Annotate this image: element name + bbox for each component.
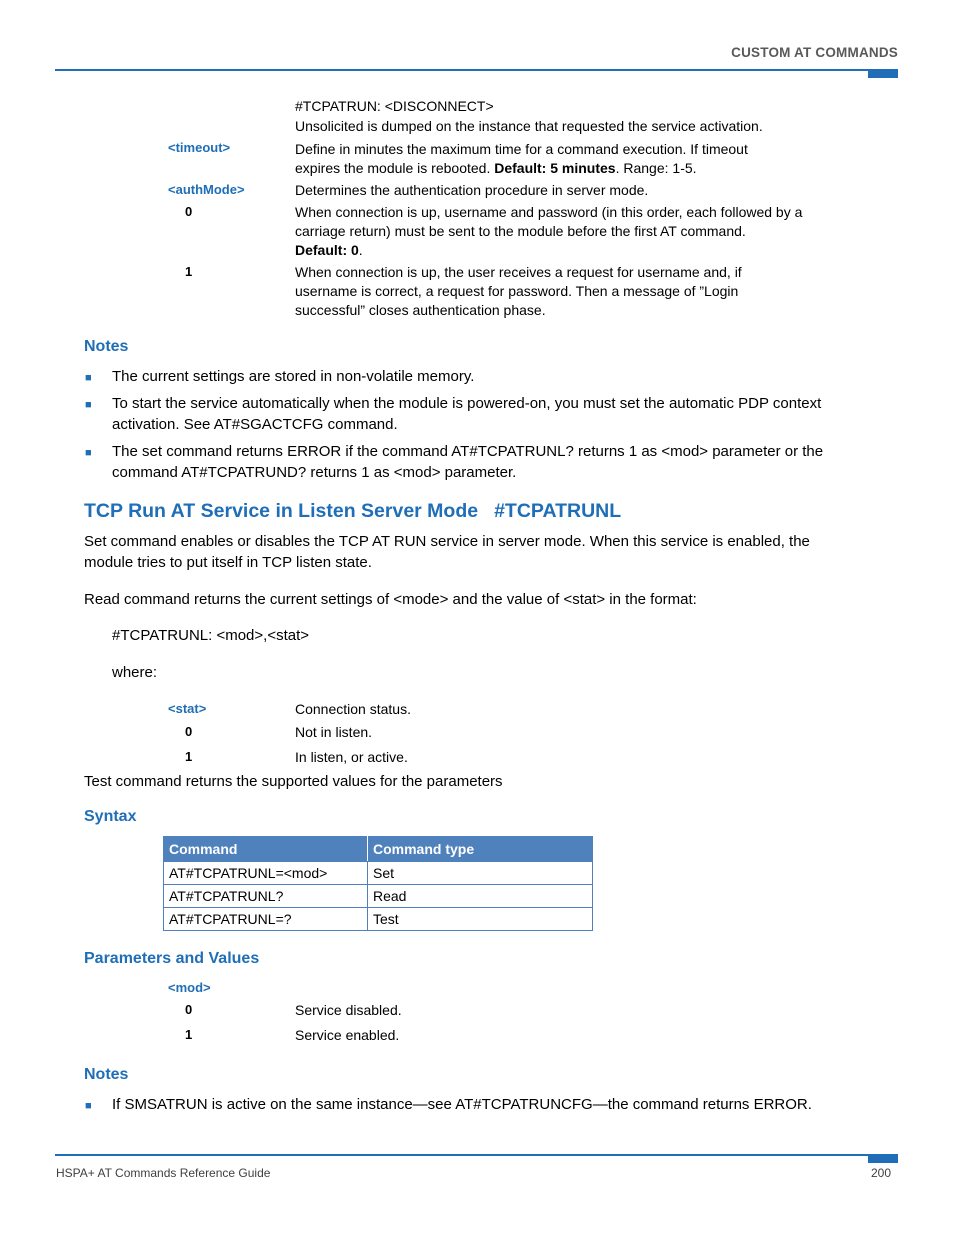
notes-heading-2: Notes bbox=[84, 1066, 129, 1083]
footer-rule bbox=[55, 1154, 898, 1156]
stat-value-0: 0 bbox=[185, 724, 193, 739]
note-3-line-1: The set command returns ERROR if the command AT#TCPATRUNL? returns 1 as <mod> parameter or the bbox=[112, 443, 824, 460]
stat-value-1: 1 bbox=[185, 749, 193, 764]
square-bullet-icon: ■ bbox=[85, 372, 92, 384]
cell-type: Set bbox=[368, 862, 593, 885]
table-row bbox=[164, 885, 593, 908]
mod-param-name: <mod> bbox=[168, 980, 211, 995]
stat-desc: Connection status. bbox=[295, 701, 411, 717]
col-header-command: Command bbox=[164, 837, 368, 862]
timeout-desc-1: Define in minutes the maximum time for a command execution. If timeout bbox=[295, 141, 748, 157]
disconnect-desc: Unsolicited is dumped on the instance that requested the service activation. bbox=[295, 118, 763, 134]
page-number: 200 bbox=[870, 1166, 891, 1180]
mod-value-1: 1 bbox=[185, 1027, 193, 1042]
mod-v1-desc: Service enabled. bbox=[295, 1027, 400, 1043]
cell-command: AT#TCPATRUNL=<mod> bbox=[164, 862, 368, 885]
authmode-v0-default: Default: 0. bbox=[295, 242, 363, 258]
table-row bbox=[164, 862, 593, 885]
authmode-v1-desc-1: When connection is up, the user receives a request for username and, if bbox=[295, 264, 742, 280]
cell-command: AT#TCPATRUNL? bbox=[164, 885, 368, 908]
authmode-value-1: 1 bbox=[185, 264, 193, 279]
section-para-1-line-1: Set command enables or disables the TCP AT RUN service in server mode. When this service is enabled, the bbox=[84, 533, 810, 550]
table-header-row bbox=[164, 837, 593, 862]
test-command-para: Test command returns the supported values for the parameters bbox=[84, 773, 503, 790]
section-para-2: Read command returns the current settings of <mode> and the value of <stat> in the format: bbox=[84, 591, 697, 608]
footer-doc-title: HSPA+ AT Commands Reference Guide bbox=[56, 1166, 271, 1180]
notes-heading: Notes bbox=[84, 338, 129, 355]
note-2-line-1: To start the service automatically when the module is powered-on, you must set the automatic PDP context bbox=[112, 395, 822, 412]
mod-v0-desc: Service disabled. bbox=[295, 1002, 402, 1018]
header-rule bbox=[55, 69, 898, 71]
authmode-v0-desc-1: When connection is up, username and password (in this order, each followed by a bbox=[295, 204, 803, 220]
square-bullet-icon: ■ bbox=[85, 399, 92, 411]
authmode-value-0: 0 bbox=[185, 204, 193, 219]
col-header-command-type: Command type bbox=[368, 837, 593, 862]
disconnect-line: #TCPATRUN: <DISCONNECT> bbox=[295, 98, 494, 114]
square-bullet-icon: ■ bbox=[85, 447, 92, 459]
section-title: TCP Run AT Service in Listen Server Mode #TCPATRUNL bbox=[84, 500, 622, 522]
syntax-heading: Syntax bbox=[84, 808, 137, 825]
stat-param-name: <stat> bbox=[168, 701, 207, 716]
square-bullet-icon: ■ bbox=[85, 1100, 92, 1112]
params-heading: Parameters and Values bbox=[84, 950, 260, 967]
read-format: #TCPATRUNL: <mod>,<stat> bbox=[112, 627, 310, 644]
where-label: where: bbox=[112, 664, 158, 681]
table-row bbox=[164, 908, 593, 931]
stat-v1-desc: In listen, or active. bbox=[295, 749, 408, 765]
cell-command: AT#TCPATRUNL=? bbox=[164, 908, 368, 931]
authmode-param-name: <authMode> bbox=[168, 182, 245, 197]
section-command: #TCPATRUNL bbox=[494, 500, 622, 522]
syntax-table bbox=[163, 836, 593, 931]
note-2-line-2: activation. See AT#SGACTCFG command. bbox=[112, 416, 398, 433]
note-smsatrun: If SMSATRUN is active on the same instance—see AT#TCPATRUNCFG—the command returns ERROR. bbox=[112, 1096, 812, 1113]
note-1-line-1: The current settings are stored in non-volatile memory. bbox=[112, 368, 475, 385]
footer-accent-block bbox=[868, 1156, 898, 1163]
mod-value-0: 0 bbox=[185, 1002, 193, 1017]
stat-v0-desc: Not in listen. bbox=[295, 724, 373, 740]
cell-type: Test bbox=[368, 908, 593, 931]
running-header: CUSTOM AT COMMANDS bbox=[731, 45, 898, 60]
authmode-v1-desc-2: username is correct, a request for password. Then a message of ”Login bbox=[295, 283, 739, 299]
timeout-desc-2: expires the module is rebooted. Default: 5 minutes. Range: 1-5. bbox=[295, 160, 697, 176]
authmode-desc: Determines the authentication procedure in server mode. bbox=[295, 182, 649, 198]
cell-type: Read bbox=[368, 885, 593, 908]
authmode-v0-desc-2: carriage return) must be sent to the module before the first AT command. bbox=[295, 223, 746, 239]
authmode-v1-desc-3: successful” closes authentication phase. bbox=[295, 302, 546, 318]
header-accent-block bbox=[868, 71, 898, 78]
timeout-param-name: <timeout> bbox=[168, 140, 231, 155]
section-para-1-line-2: module tries to put itself in TCP listen state. bbox=[84, 554, 372, 571]
note-3-line-2: command AT#TCPATRUND? returns 1 as <mod> parameter. bbox=[112, 464, 517, 481]
